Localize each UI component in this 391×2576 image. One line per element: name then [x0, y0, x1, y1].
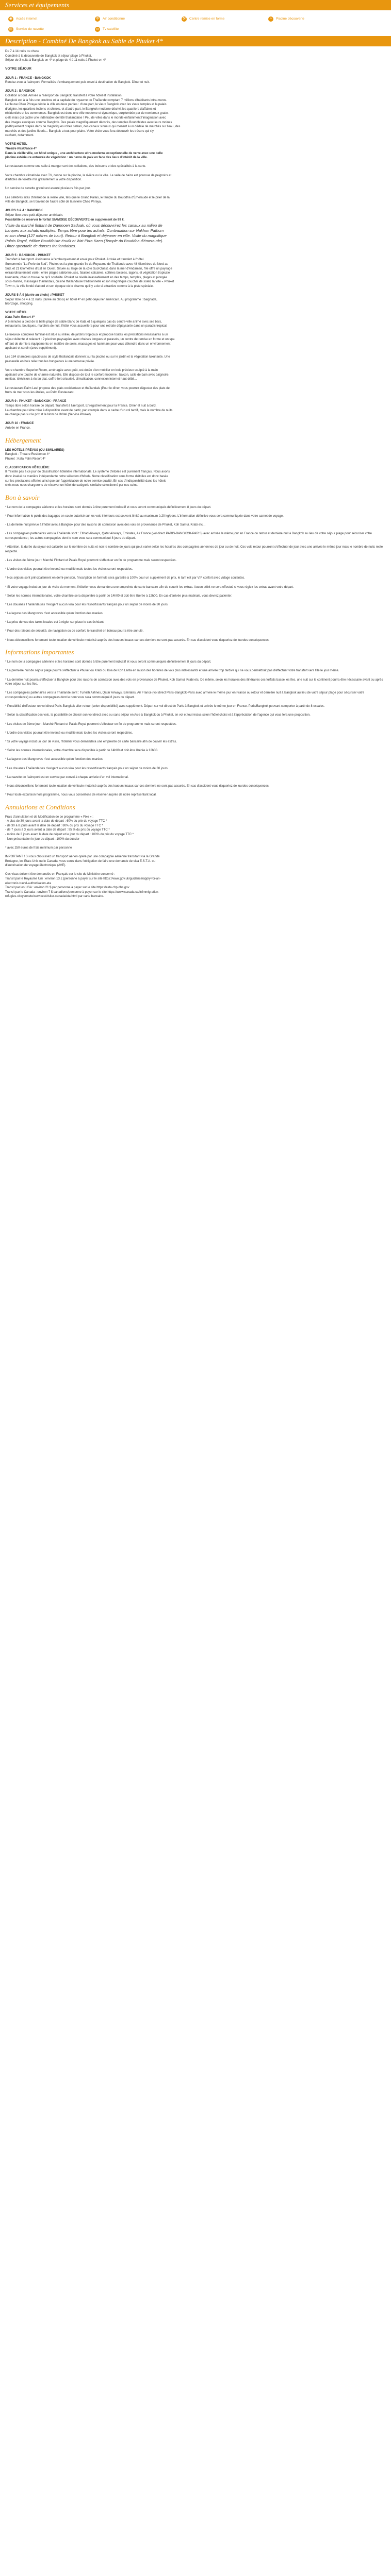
text-line: Phuket : Kata Palm Resort 4* — [5, 457, 46, 461]
text-line: et son chedi (127 mètres de haut). Retour à Bangkok et déjeuner en ville. Visite du magnifique — [5, 233, 167, 239]
day5-title: JOUR 5 : BANGKOK - PHUKET — [5, 253, 51, 257]
annulations-heading: Annulations et Conditions — [5, 803, 75, 811]
days34-excursion — [5, 223, 386, 249]
info-paragraph: * La dernière nuit pourra s'effectuer à Bangkok pour des raisons de connexion avec des vols en provenance de Phuket, Koh Samui, Krabi etc. De même, selon les horaires des itinéraires ces forfaits basse les îles, une nuit sur le continent pourra être nécessaire avant ou après votre séjour sur les îles. — [5, 678, 383, 686]
text-line: Surnommée "La Perle du Sud", Phuket est la plus grande île du Royaume de Thaïlande avec 48 kilomètres du Nord au — [5, 262, 169, 266]
text-line: Transfert à l'aéroport. Assistance à l'embarquement et envol pour Phuket. Arrivée et transfert à l'hôtel. — [5, 258, 144, 262]
text-line: séjour détente et relaxant : 2 piscines paysagées avec chaises longues et parasols, un centre de remise en forme et un spa — [5, 338, 175, 342]
services-grid — [0, 13, 391, 36]
annulations-items — [5, 819, 386, 850]
info-paragraph: * Selon les normes internationales, votre chambre sera disponible à partir de 14h00 et doit être libérée à 12h00. — [5, 749, 158, 753]
annulations-important — [5, 855, 386, 899]
informations-heading: Informations Importantes — [5, 648, 74, 656]
day9-text — [5, 404, 386, 417]
text-line: Du 7 à 14 nuits ou chess — [5, 50, 40, 53]
text-line: ciels mais qui cache une indéniable identité thaïlandaise ! Peu de villes dans le monde enflamment l'imagination avec — [5, 116, 166, 120]
day9-block — [5, 399, 386, 417]
info-paragraph: * Les compagnies partenaires vers la Thaïlande sont : Turkish Airlines, Qatar Airways, Emirates, Air France (vol direct Paris-Bangkok-Paris avec arrivée le même jour en France ou retour et dernière nuit à Bangkok au lieu de votre séjour plage pour sécuriser votre correspondance) ou autres compagnies dont le nom vous sera communiqué 8 jours du départ. — [5, 691, 365, 699]
text-line: Sud, et 21 kilomètres d'Est en Ouest. Située au large de la côte Sud-Ouest, dans la mer d'Andaman, l'île offre un paysage — [5, 267, 172, 270]
info-paragraph: - Les visites de 3ème jour : Marché Flottant et Palais Royal pourront s'effectuer en fin de programme mais seront respectées. — [5, 558, 177, 562]
text-line: marchés et des jardins fleuris... Bangkok a tout pour plaire. Votre visite vous fera découvrir les trésors qui s'y — [5, 129, 154, 133]
text-line: minibar, télévision à écran plat, coffre-fort sécurisé, climatisation, connexion internet haut débit... — [5, 378, 137, 381]
info-paragraph: * Pour des raisons de sécurité, de navigation ou de confort, le transfert en bateau pourra être annulé. — [5, 630, 144, 633]
bon-a-savoir-list — [5, 505, 386, 642]
annulations-block — [5, 815, 386, 851]
text-line: La chambre peut être mise à disposition avant de partir, par exemple dans le cadre d'un vol tardif, mais le nombre de nuits — [5, 409, 173, 412]
day5-block — [5, 253, 386, 289]
text-line: electronic-travel-authorisation-eta — [5, 882, 52, 885]
classification-block — [5, 466, 386, 488]
info-paragraph: * Nos séjours sont principalement en demi-pension, l'inscription en formule sera garantie à 100% pour un supplément de prix, le tarif est par VIP confort avec vidage coulantes. — [5, 577, 245, 580]
informations-list — [5, 660, 386, 797]
text-line — [5, 382, 386, 386]
text-line: refugies-citoyennete/services/visiter-canada/eta.html par carte bancaire. — [5, 895, 104, 899]
info-paragraph: * Possibilité d'effectuer un vol direct Paris-Bangkok aller-retour (selon disponibilité) avec supplément. Départ sur vol direct de Paris à Bangkok et arrivée le même jour en France. Paris/Bangkok pouvant comporter à partir de 8 escales. — [5, 705, 325, 708]
text-line: cachent, notamment. — [5, 134, 35, 138]
snowflake-icon: ✲ — [95, 16, 100, 22]
text-line: - A plus de 30 jours avant la date de départ : 60% du prix du voyage TTC * — [5, 820, 107, 823]
info-paragraph: * Pour information le poids des bagages en soute autorisé sur les vols intérieurs est souvent limité au maximum à 20 kg/pers. L'information définitive vous sera communiquée dans votre carnet de voyage. — [5, 515, 284, 518]
classification-text — [5, 470, 386, 487]
text-line — [5, 351, 386, 355]
text-line — [5, 329, 386, 333]
service-label: Accès internet — [16, 16, 38, 21]
service-label: Air conditionné — [103, 16, 125, 21]
info-paragraph: * Nous déconseillons fortement toute location de véhicule motorisé auprès des loueurs locaux car ces derniers ne sont pas assurés. En cas d'accident vous risqueriez de lourdes conséquences. — [5, 638, 270, 642]
text-line: sur les prestations offertes ainsi que sur l'appréciation de notre service qualité. En cas d'indisponibilité dans les hôtels — [5, 479, 167, 483]
text-line: Votre chambre climatisée avec TV, donne sur la piscine, la rivière ou la ville. Le salle de bains est pourvue de peignoirs et — [5, 174, 172, 177]
hotel-bangkok-title: VOTRE HÔTEL — [5, 143, 27, 146]
days34-option: Possibilité de réserver le forfait SIAMOISE DÉCOUVERTE en supplément de 99 €. — [5, 218, 125, 222]
info-paragraph: * Selon la classification des vols, la possibilité de choisir son vol direct avec ou sans séjour en Asie à Bangkok ou à Phuket, en vol et tout-inclus selon l'hôtel choisi et à l'appréciation de l'agence qui vous fera une proposition. — [5, 714, 311, 717]
text-line: apaisant une touche de charme naturelle. Elle dispose de tout le confort moderne : balcon, salle de bain avec baignoire, — [5, 373, 170, 377]
info-paragraph: * Pour toute excursion hors programme, nous vous conseillons de réserver auprès de notre représentant local. — [5, 793, 157, 797]
day1-text: Rendez-vous à l'aéroport. Formalités d'embarquement puis envol à destination de Bangkok. Dîner et nuit. — [5, 81, 150, 84]
days6-title: JOURS 5 À 9 (durée au choix) : PHUKET — [5, 294, 64, 297]
text-line: Le luxueux complexe familial est situé au milieu de jardins tropicaux et propose toutes les prestations nécessaires à un — [5, 333, 168, 337]
bon-a-savoir-heading: Bon à savoir — [5, 493, 40, 501]
info-paragraph: * Les douanes Thaïlandaises n'exigent aucun visa pour les ressortissants français pour un séjour de moins de 30 jours. — [5, 603, 169, 606]
info-paragraph: * Si votre voyage inclut un jour de visite du moment, l'hôtelier vous demandera une empreinte de carte bancaire afin de couvrir les extras. Aucun débit ne sera effectué si vous réglez les extras avant votre départ. — [5, 585, 294, 589]
text-line: Visite du marché flottant de Damnoen Saduak, où vous découvrirez les canaux au milieu de — [5, 223, 162, 228]
service-item — [8, 26, 95, 33]
days34-block — [5, 209, 386, 249]
hotel-phuket-title: VOTRE HÔTEL — [5, 311, 27, 315]
hotels-list — [5, 452, 386, 461]
text-line: A 5 minutes à pied de la belle plage de sable blanc de Kata et à quelques pas du centre-ville animé avec ses bars, — [5, 320, 162, 324]
text-line: Séjour de 3 nuits à Bangkok en 4* et plage de 4 à 11 nuits à Phuket en 4* — [5, 59, 106, 62]
days34-title: JOURS 3 & 4 : BANGKOK — [5, 209, 43, 213]
info-paragraph: * L'ordre des visites pourrait être inversé ou modifié mais toutes les visites seront respectées. — [5, 731, 133, 735]
text-line: donc évalué de manière indépendante notre sélection d'hôtels. Notre classification sous forme d'étoiles est donc basée — [5, 475, 168, 479]
text-line — [5, 364, 386, 369]
days6-line2: bronzage, shopping. — [5, 302, 34, 306]
pool-icon: ≈ — [268, 16, 273, 22]
info-paragraph: * Les douanes Thaïlandaises n'exigent aucun visa pour les ressortissants français pour un séjour de moins de 30 jours. — [5, 767, 169, 770]
text-line: - moins de 3 jours avant la date de départ et le jour du départ : 100% du prix du voyage TTC * — [5, 833, 134, 837]
info-paragraph: * Attention, la durée du séjour est calculée sur le nombre de nuits et non le nombre de jours qui peut varier selon les horaires des compagnies aériennes de jour ou de nuit. Ces vols retour pourront s'effectuer de jour avec une arrivée le même jour mais le nombre de nuits reste respecté. — [5, 546, 383, 553]
text-line: Temps libre selon horaire de départ. Transfert à l'aéroport. Enregistrement pour la France. Dîner et nuit à bord. — [5, 404, 157, 408]
text-line: Le restaurant Palm Leaf propose des plats occidentaux et thaïlandais (Pour le dîner, vous pourrez déguster des plats de — [5, 386, 170, 390]
text-line: luxuriante, chacun trouve ce qu'il souhaite. Phuket se révèle inlassablement en des temps, temples, plages et plongée — [5, 276, 168, 279]
day2-text — [5, 94, 386, 138]
info-paragraph: * Selon les normes internationales, votre chambre sera disponible à partir de 14h00 et doit être libérée à 12h00. En cas d'arrivée plus matinale, vous devrez patienter. — [5, 594, 233, 598]
day5-text — [5, 258, 386, 289]
day1-block — [5, 76, 386, 85]
text-line: cités nous nous chargerons de réserver un hôtel de catégorie similaire sélectionné par nos soins. — [5, 484, 138, 487]
service-item — [95, 26, 182, 33]
text-line: Il n'existe pas à ce jour de classification hôtelière internationale. Le système d'étoiles est purement français. Nous avons — [5, 470, 170, 474]
text-line: * avec 250 euros de frais minimum par personne — [5, 846, 72, 850]
text-line: Bangkok : Theatre Residence 4* — [5, 453, 50, 456]
info-paragraph: * L'ordre des visites pourrait être inversé ou modifié mais toutes les visites seront respectées. — [5, 568, 133, 571]
text-line: Bangkok est à la fois une province et la capitale du royaume de Thaïlande comptant 7 millions d'habitants intra-muros. — [5, 98, 167, 102]
text-line — [5, 868, 386, 873]
description-banner: Description - Combiné De Bangkok au Sable de Phuket 4* — [0, 36, 391, 46]
service-item — [8, 15, 95, 23]
text-line: barques aux achats multiples. Temps libre pour les achats. Continuation sur Nakhon Pathom — [5, 228, 164, 233]
service-label: Piscine découverte — [276, 16, 304, 21]
day1-title: JOUR 1 : FRANCE - BANGKOK — [5, 76, 51, 80]
text-line: extraordinairement varié : entre plages sablonneuses, falaises calcaires, collines boisées, lagons, et végétation tropicale — [5, 272, 170, 275]
text-line: piscine extérieure entourée de végétation : un havre de paix en face des lieux d'intérêt de la ville. — [5, 156, 148, 160]
text-line: - Non présentation le jour du départ : 100% du dossier — [5, 837, 80, 841]
hotel-phuket-block — [5, 311, 386, 395]
text-line: - de 30 à 8 jours avant la date de départ : 80% du prix du voyage TTC * — [5, 824, 103, 827]
text-line: Dans la vieille ville, un hôtel unique , une architecture ultra moderne exceptionnelle de verre avec une belle — [5, 151, 163, 155]
hotels-title: LES HÔTELS PRÉVUS (OU SIMILAIRES) — [5, 448, 64, 452]
text-line: poétiquement drapés dans de magnifiques robes safran, des canaux sinueux qui mènent à un dédale de marchés sur l'eau, des — [5, 125, 181, 129]
classification-title: CLASSIFICATION HÔTELIÈRE — [5, 466, 50, 469]
text-line: Votre chambre Superior Room, aménagée avec goût, est dotée d'un mobilier en bois précieux sculpté à la main — [5, 369, 158, 372]
hebergement-heading: Hébergement — [5, 436, 41, 444]
annulations-intro: Frais d'annulation et de Modification de ce programme « Fixe » : — [5, 815, 93, 819]
service-label: Tv satellite — [103, 27, 119, 31]
text-line: Bretagne, les Etats Unis ou le Canada, vous serez dans l'obligation de faire une demande de visa E.S.T.A. ou — [5, 859, 155, 863]
info-paragraph: * Si votre voyage inclut un jour de visite, l'hôtelier vous demandera une empreinte de carte bancaire afin de couvrir les extras. — [5, 740, 177, 743]
info-paragraph: * Nous déconseillons fortement toute location de véhicule motorisé auprès des loueurs locaux car ces derniers ne sont pas assurés. En cas d'accident vous risqueriez de lourdes conséquences. — [5, 784, 270, 788]
service-item — [95, 15, 182, 23]
text-line: Palais Royal, édifice Bouddhiste érudit et Wat Phra Kaeo (Temple du Bouddha d'émeraude). — [5, 239, 164, 244]
info-paragraph: * La lagune des Mangroves n'est accessible qu'en fonction des marées. — [5, 612, 104, 616]
text-line: d'articles de toilette mis gratuitement à votre disposition. — [5, 178, 82, 182]
hotels-block — [5, 448, 386, 462]
text-line: sous-marine, massages thaïlandais, cuisine thaïlandaise traditionnelle et son magnifique coucher de soleil, la ville « Phuket — [5, 280, 174, 284]
text-line: apaisant et serein (avec supplément). — [5, 347, 57, 350]
day10-block — [5, 421, 386, 430]
day10-text: Arrivée en France. — [5, 426, 31, 430]
text-line: passerelle en bois relie tous les bungalows à une terrasse privée. — [5, 360, 95, 363]
text-line — [5, 182, 386, 187]
text-line: Dîner-spectacle de danses thaïlandaises. — [5, 244, 76, 249]
text-line — [5, 169, 386, 174]
text-line: Ces visas doivent être demandés en Français sur le site du Ministère concerné : — [5, 873, 116, 876]
text-line: Les 184 chambres spacieuses de style thaïlandais donnent sur la piscine ou sur le jardin et la végétation luxuriante. Une — [5, 355, 170, 359]
info-paragraph: - Les compagnies partenaires vers la Thaïlande sont : Etihad Airways, Qatar Airways, Emirates, Air France (vol direct PARIS-BANGKOK-PARIS) avec arrivée le même jour en France ou retour et dernière nuit à Bangkok au lieu de votre séjour plage pour sécuriser votre correspondance ; les autres compagnies dont le nom vous sera communiqué 8 jours du départ. — [5, 532, 372, 540]
hotel-bangkok-block — [5, 142, 386, 160]
dumbbell-icon: ⚒ — [182, 17, 186, 21]
text-line: Combiné à la découverte de Bangkok et séjour plage à Phuket. — [5, 54, 92, 58]
text-line — [5, 841, 386, 846]
text-line — [5, 191, 386, 196]
text-line: ville de Bangkok, se trouvent de l'autre côté de la rivière Chao Phraya. — [5, 200, 102, 204]
text-line: Le restaurant comme une salle à manger sert des collations, des boissons et des spécialités à la carte. — [5, 165, 146, 168]
text-line: Collation à bord. Arrivée à l'aéroport de Bangkok, transfert à votre hôtel et installation. — [5, 94, 123, 97]
hotel-bangkok-highlight — [5, 151, 386, 160]
intro-block — [5, 49, 386, 63]
info-paragraph: * Le nom de la compagnie aérienne et les horaires sont donnés à titre purement indicatif et vous seront communiqués définitivement 8 jours du départ. — [5, 660, 211, 664]
text-line: d'autorisation de voyage électronique (AVE). — [5, 864, 67, 868]
hotel-bangkok-details — [5, 164, 386, 204]
text-line: fruits de mer sous les étoiles, au Palm Restaurant. — [5, 391, 75, 395]
text-line: Transit par les USA : environ 21 $ par personne à payer sur le site https://esta.cbp.dhs.gov — [5, 886, 129, 890]
wifi-icon: ◉ — [9, 17, 13, 21]
hotel-phuket-name: Kata Palm Resort 4* — [5, 316, 35, 319]
info-paragraph: * La navette de l'aéroport est en service par convoi à chaque arrivée d'un vol international. — [5, 775, 129, 779]
hotel-bangkok-name: Theatre Residence 4* — [5, 147, 37, 151]
days34-line1: Séjour libre avec petit-déjeuner américain. — [5, 213, 63, 217]
text-line: Un service de navette gratuit est assuré plusieurs fois par jour. — [5, 187, 91, 191]
tv-icon: ▭ — [95, 27, 100, 31]
info-paragraph: - La dernière nuit prévue à l'hôtel avec à Bangkok pour des raisons de connexion avec des vols en provenance de Phuket, Koh Samui, Krabi etc... — [5, 523, 206, 527]
text-line: Les célèbres sites d'intérêt de la vieille ville, tels que le Grand Palais, le temple du Bouddha d'Émeraude et le pilier de la — [5, 196, 170, 199]
day10-title: JOUR 10 : FRANCE — [5, 422, 34, 426]
service-item — [268, 15, 355, 23]
hotel-phuket-text — [5, 320, 386, 395]
day9-title: JOUR 9 : PHUKET - BANGKOK - FRANCE — [5, 400, 67, 403]
info-paragraph: * Le nom de la compagnie aérienne et les horaires sont donnés à titre purement indicatif et vous seront communiqués définitivement 8 jours du départ. — [5, 505, 211, 509]
day2-block — [5, 89, 386, 138]
text-line: d'origine, les quartiers indiens et chinois, et d'autre part, le Bangkok moderne décrivit les quartiers d'affaires et — [5, 107, 156, 111]
text-line: des images exotiques comme Bangkok. Des palais magnifiquement décorés, des temples Bouddhistes avec leurs moines — [5, 121, 172, 124]
text-line: Town », la ville fondé d'abord et son époque où le charme qu'il y a de si attractive comme à la piste spéciale. — [5, 284, 154, 288]
text-line: Le fleuve Chao Phraya décrie la ville en deux parties : d'une part, le vieux Bangkok avec les vieux temples et la palais — [5, 103, 167, 107]
text-line: - de 7 jours à 3 jours avant la date de départ : 95 % du prix du voyage TTC * — [5, 828, 110, 832]
service-item — [182, 15, 268, 23]
text-line: ne change pas sur le prix et le Nom de l'hôtel (Service Phuket). — [5, 413, 92, 417]
day2-title: JOUR 2 : BANGKOK — [5, 90, 36, 93]
service-label: Centre remise en forme — [189, 16, 225, 21]
info-paragraph: * Les visites de 3ème jour : Marché Flottant et Palais Royal pourront s'effectuer en fin de programme mais seront respectées. — [5, 722, 177, 726]
days6-block — [5, 293, 386, 307]
info-paragraph: * La prise de vue des taxes locales est à régler sur place le cas échéant. — [5, 621, 105, 624]
text-line: Transit par le Canada : environ 7 $ canadiens/personne à payer sur le site https://www.canada.ca/fr/immigration- — [5, 890, 159, 894]
text-line: résidentiels et les commerces. Bangkok est donc une ville moderne et dynamique, surplombée par de nombreux gratte- — [5, 112, 169, 115]
text-line: restaurants, boutiques, marchés de nuit, l'hôtel vous accueillera pour une retraite dépaysante dans un paradis tropical. — [5, 325, 168, 328]
text-line: offrant de derniers équipements en matière de soins, massages et hammam pour vous détendre dans un environnement — [5, 342, 171, 346]
description-section — [0, 49, 391, 899]
towel-icon: ▤ — [9, 27, 13, 31]
text-line: Transit par le Royaume Uni : environ 13 £ (personne à payer sur le site https://www.gov.uk/guidance/apply-for-an- — [5, 877, 161, 880]
service-label: Service de navette — [16, 27, 44, 31]
days6-line1: Séjour libre de 4 à 11 nuits (durée au choix) en hôtel 4* en petit-déjeuner américain. Au programme : baignade, — [5, 298, 157, 301]
info-paragraph: * La première nuit de séjour plage pourra s'effectuer à Phuket ou Krabi ou Koa de Koh Lanta en raison des horaires de vols plus intéressants et une arrivée trop tardive qui ne vous permettrait pas d'effectuer votre transfert vers l'île le jour même. — [5, 669, 339, 673]
programme-title: VOTRE SÉJOUR — [5, 67, 31, 71]
info-paragraph: * La lagune des Mangroves n'est accessible qu'en fonction des marées. — [5, 758, 104, 761]
services-banner: Services et équipements — [0, 0, 391, 10]
text-line: IMPORTANT ! Si vous choisissez un transport aérien opéré par une compagnie aérienne transitant via la Grande — [5, 855, 160, 858]
